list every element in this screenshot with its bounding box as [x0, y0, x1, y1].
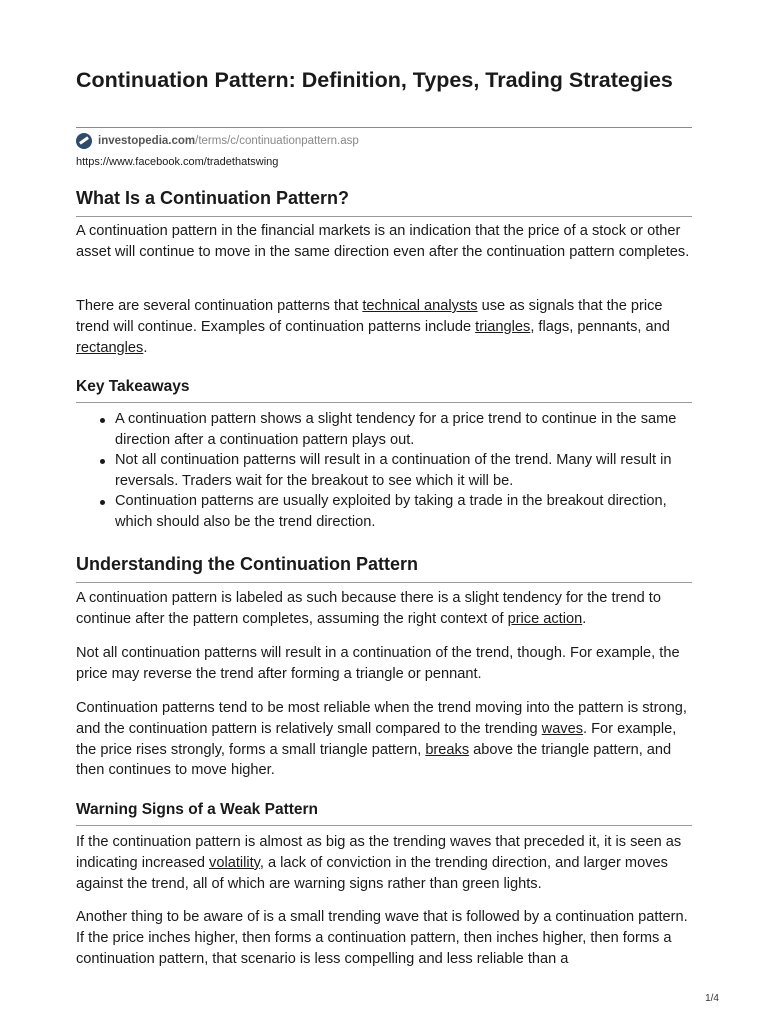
- section-heading-what-is: What Is a Continuation Pattern?: [76, 186, 692, 217]
- link-technical-analysts[interactable]: technical analysts: [362, 298, 478, 314]
- text-run: above the triangle pattern, and then continues to move higher.: [76, 741, 672, 779]
- text-run: If the continuation pattern is almost as big as the trending waves that preceded it, it is seen as indicating increased: [76, 834, 682, 871]
- section-heading-understanding: Understanding the Continuation Pattern: [76, 552, 692, 583]
- link-price-action[interactable]: price action: [507, 610, 583, 627]
- paragraph-most-reliable: [76, 698, 692, 781]
- list-item: A continuation pattern shows a slight tendency for a price trend to continue in the same direction after a continuation pattern plays out.: [76, 409, 692, 450]
- list-item: Continuation patterns are usually exploited by taking a trade in the breakout direction, which should also be the trend direction.: [76, 491, 692, 532]
- text-run: Continuation patterns tend to be most reliable when the trend moving into the pattern is strong, and the continuation pattern is relatively small compared to the trending: [76, 700, 687, 737]
- source-domain[interactable]: investopedia.com: [98, 135, 196, 147]
- text-run: .: [582, 610, 587, 627]
- link-breaks[interactable]: breaks: [425, 741, 470, 758]
- page-indicator: 1/4: [705, 993, 719, 1004]
- paragraph-definition: A continuation pattern in the financial markets is an indication that the price of a stock or other asset will continue to move in the same direction even after the continuation pattern completes.: [76, 223, 690, 260]
- investopedia-favicon-icon: [76, 133, 92, 149]
- paragraph-small-wave: Another thing to be aware of is a small trending wave that is followed by a continuation pattern. If the price inches higher, then forms a continuation pattern, then inches higher, then forms a continuation pattern, that scenario is less compelling and less reliable than a: [76, 909, 688, 967]
- text-run: A continuation pattern is labeled as such because there is a slight tendency for the trend to continue after the pattern completes, assuming the right context of: [76, 590, 661, 627]
- text-run: . For example, the price rises strongly, forms a small triangle pattern,: [76, 720, 677, 758]
- text-run: use as signals that the price trend will continue. Examples of continuation patterns include: [76, 298, 663, 335]
- link-volatility[interactable]: volatility: [209, 854, 260, 871]
- title-divider: [76, 127, 692, 128]
- link-triangles[interactable]: triangles: [475, 318, 531, 335]
- text-run: , a lack of conviction in the trending direction, and larger moves against the trend, all of which are warning signs rather than green lights.: [76, 854, 668, 892]
- paragraph-examples: [76, 296, 692, 358]
- text-run: There are several continuation patterns that: [76, 298, 363, 314]
- link-rectangles[interactable]: rectangles: [76, 339, 144, 356]
- source-path[interactable]: /terms/c/continuationpattern.asp: [195, 135, 359, 147]
- text-run: , flags, pennants, and: [530, 318, 670, 335]
- section-heading-warning-signs: Warning Signs of a Weak Pattern: [76, 800, 692, 826]
- facebook-url[interactable]: https://www.facebook.com/tradethatswing: [76, 156, 279, 168]
- paragraph-labeled: [76, 588, 692, 630]
- source-line[interactable]: [76, 132, 359, 150]
- text-run: .: [143, 339, 148, 356]
- article-title: Continuation Pattern: Definition, Types, Trading Strategies: [76, 68, 673, 92]
- key-takeaways-list: [76, 409, 692, 533]
- list-item: Not all continuation patterns will result in a continuation of the trend. Many will result in reversals. Traders wait for the breakout to see which it will be.: [76, 450, 692, 491]
- link-waves[interactable]: waves: [541, 720, 584, 737]
- paragraph-not-all: Not all continuation patterns will result in a continuation of the trend, though. For example, the price may reverse the trend after forming a triangle or pennant.: [76, 645, 680, 682]
- paragraph-warning: [76, 832, 692, 894]
- section-heading-key-takeaways: Key Takeaways: [76, 377, 692, 403]
